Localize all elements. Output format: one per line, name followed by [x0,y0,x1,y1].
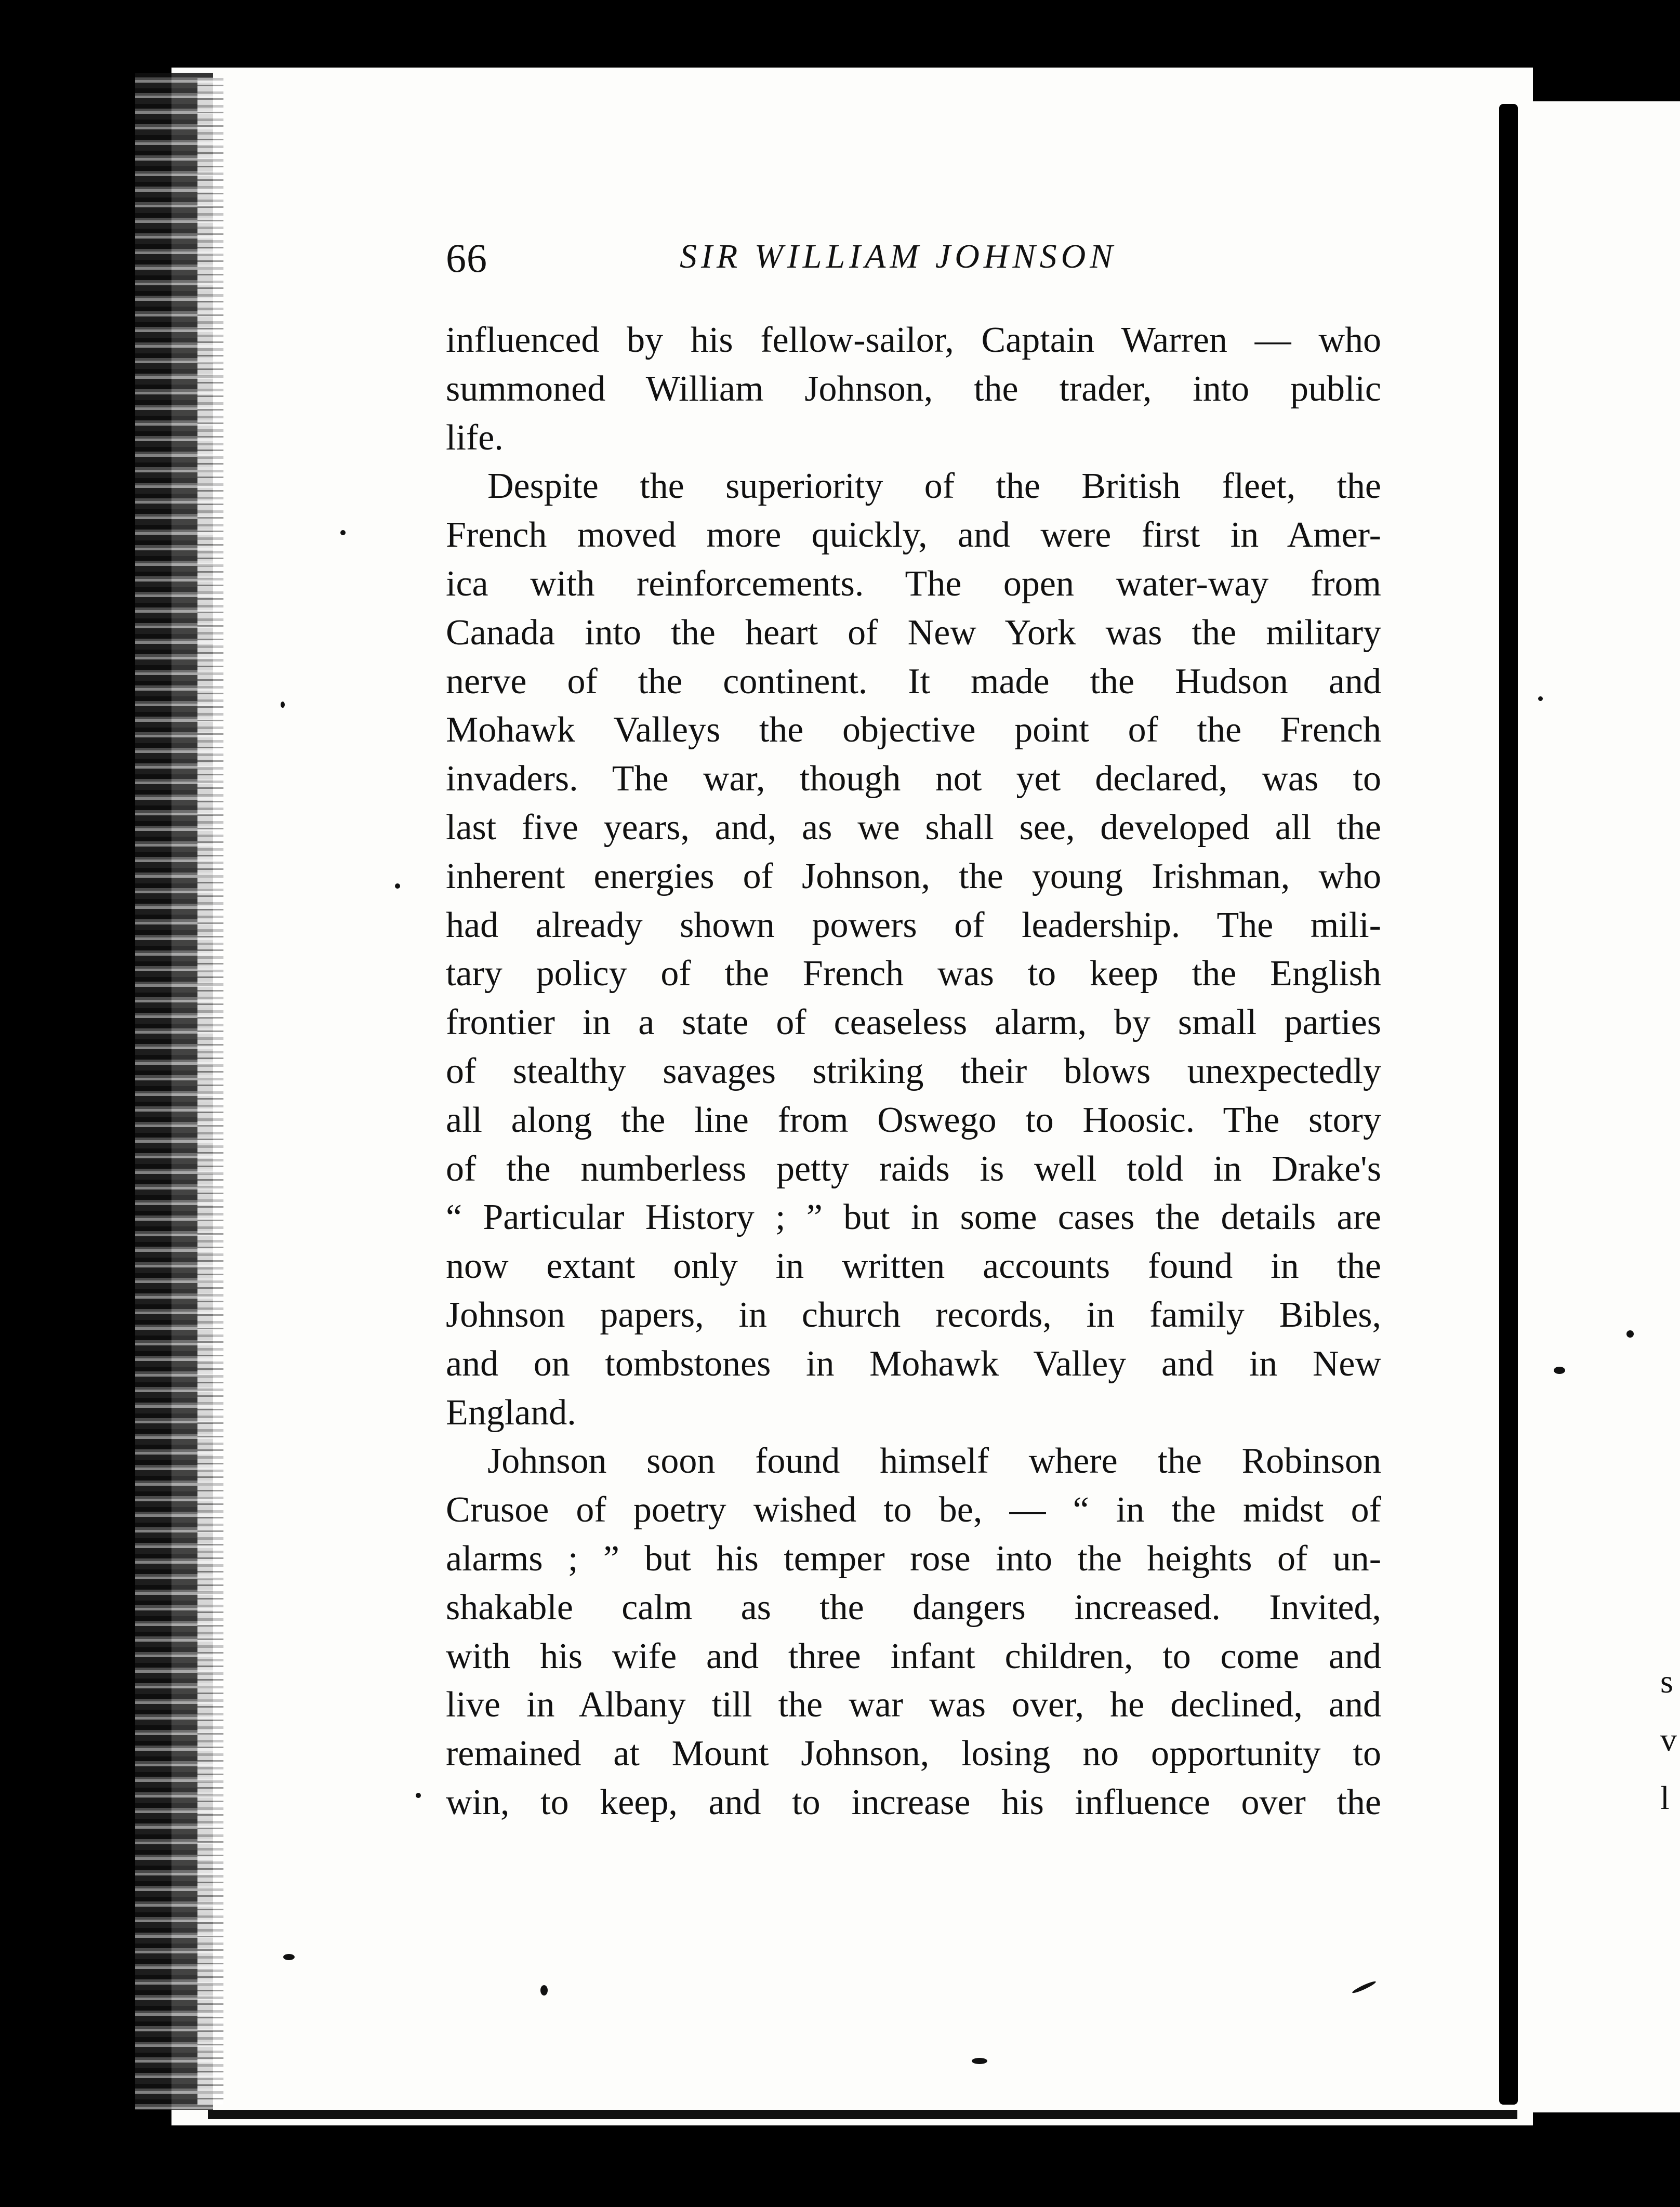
text-line: last five years, and, as we shall see, developed all the [446,807,1381,848]
text-line: frontier in a state of ceaseless alarm, by small parties [446,1002,1381,1043]
text-line: invaders. The war, though not yet declared, was to [446,759,1381,799]
scan-speck [416,1793,421,1798]
text-line: Mohawk Valleys the objective point of the French [446,710,1381,750]
book-spine [1499,104,1518,2105]
text-line: with his wife and three infant children, to come and [446,1636,1381,1676]
text-line: life. [446,417,504,458]
bottom-page-edge [208,2110,1517,2119]
scan-speck [281,702,285,708]
text-line: inherent energies of Johnson, the young Irishman, who [446,856,1381,896]
text-line: tary policy of the French was to keep the English [446,954,1381,994]
text-line: Canada into the heart of New York was the military [446,612,1381,653]
text-line: “ Particular History ; ” but in some cases the details are [446,1197,1381,1238]
body-text [446,316,1381,1827]
next-page-char: v [1660,1721,1677,1758]
text-line: Johnson papers, in church records, in family Bibles, [446,1294,1381,1335]
text-line: of stealthy savages striking their blows unexpectedly [446,1051,1381,1091]
left-page-gutter [197,78,223,2105]
text-line: shakable calm as the dangers increased. Invited, [446,1587,1381,1628]
scan-speck [395,883,400,889]
page-header [446,229,1381,291]
text-line: Johnson soon found himself where the Robinson [487,1441,1381,1482]
text-line: England. [446,1392,576,1433]
next-page-char: l [1660,1779,1670,1816]
text-line: remained at Mount Johnson, losing no opportunity to [446,1734,1381,1774]
scan-speck [1538,696,1543,701]
text-line: alarms ; ” but his temper rose into the heights of un- [446,1538,1381,1579]
text-line: French moved more quickly, and were first in Amer- [446,515,1381,556]
scan-speck [1554,1367,1565,1374]
text-line: all along the line from Oswego to Hoosic. The story [446,1100,1381,1140]
text-line: now extant only in written accounts found in the [446,1246,1381,1287]
text-line: live in Albany till the war was over, he declined, and [446,1685,1381,1725]
text-line: influenced by his fellow-sailor, Captain Warren — who [446,320,1381,360]
text-line: Crusoe of poetry wished to be, — “ in the midst of [446,1490,1381,1530]
text-line: had already shown powers of leadership. The mili- [446,905,1381,945]
scan-speck [972,2058,987,2064]
page-number: 66 [446,235,487,281]
running-head: SIR WILLIAM JOHNSON [680,237,1117,275]
text-line: of the numberless petty raids is well told in Drake's [446,1148,1381,1189]
next-page-char: s [1660,1663,1673,1700]
text-line: ica with reinforcements. The open water-way from [446,563,1381,604]
scan-speck [283,1954,295,1960]
next-page-strip [1523,101,1680,2112]
scan-speck [540,1985,548,1995]
scan-speck [340,530,346,535]
next-page-text-fragment [1660,1653,1680,1829]
text-line: and on tombstones in Mohawk Valley and in New [446,1343,1381,1384]
text-line: Despite the superiority of the British fleet, the [487,466,1381,507]
scan-speck [1626,1330,1634,1338]
text-line: win, to keep, and to increase his influence over the [446,1782,1381,1822]
text-line: nerve of the continent. It made the Hudson and [446,661,1381,702]
text-line: summoned William Johnson, the trader, into public [446,368,1381,409]
